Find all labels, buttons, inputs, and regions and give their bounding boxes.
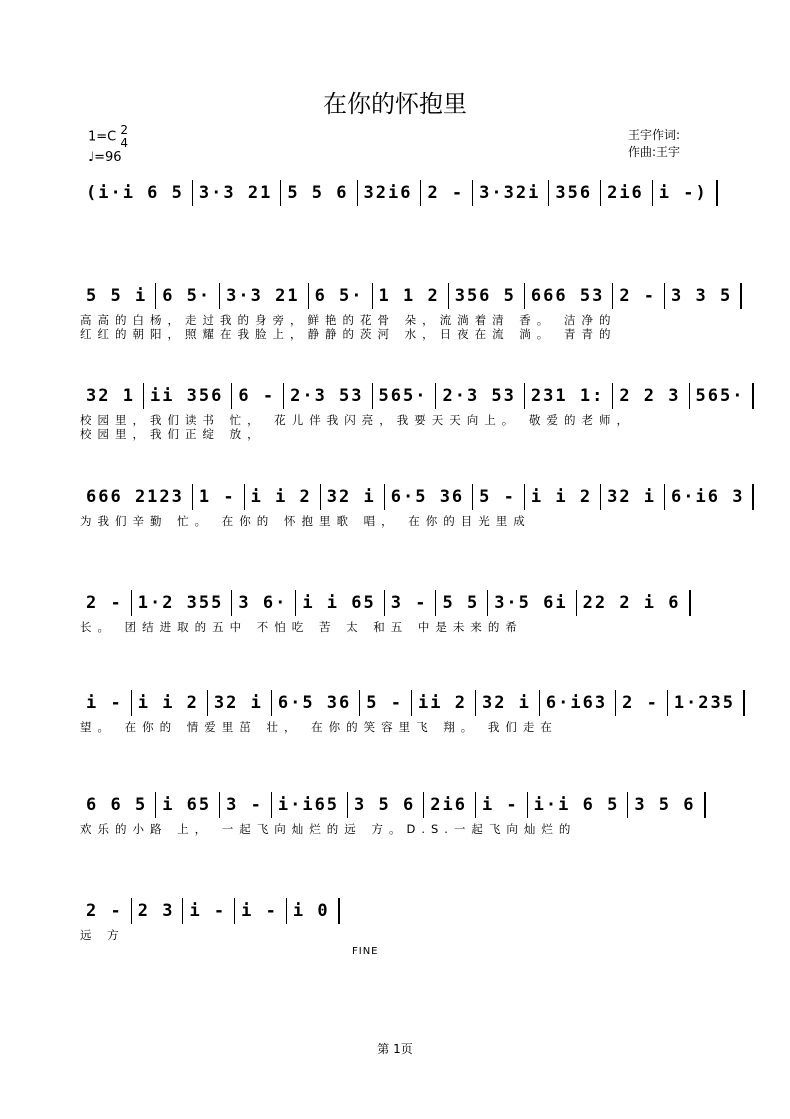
measure: i - [183, 898, 235, 924]
measure: 2 - [421, 180, 473, 206]
lyric-line: 校园里，我们读书 忙， 花儿伴我闪亮，我要天天向上。 敬爱的老师， [80, 413, 634, 427]
measure: i 65 [156, 792, 220, 818]
measure: 22 2 i 6 [577, 590, 691, 616]
measure: 565· [690, 383, 755, 409]
measure: 3 - [220, 792, 272, 818]
measure: i·i 6 5 [528, 792, 629, 818]
score-system [80, 180, 720, 210]
measure: 3·3 21 [220, 283, 308, 309]
notation-line [80, 690, 735, 720]
measure: 356 5 [449, 283, 525, 309]
lyric-line: 望。 在你的 情爱里茁 壮， 在你的笑容里飞 翔。 我们走在 [80, 720, 558, 734]
measure: 6·i6 3 [665, 484, 754, 510]
measure: 565· [373, 383, 437, 409]
composer: 作曲:王宇 [628, 145, 681, 159]
measure: 2 2 3 [613, 383, 689, 409]
lyricist: 王宇作词: [628, 128, 681, 142]
tempo-marking: ♩=96 [88, 150, 122, 165]
notation-line [80, 283, 733, 313]
score-meta [88, 124, 128, 166]
measure: i -) [653, 180, 718, 206]
time-bottom: 4 [120, 136, 129, 150]
measure: 2i6 [601, 180, 653, 206]
measure: 1 1 2 [373, 283, 449, 309]
measure: i 0 [287, 898, 340, 924]
measure: 3 6· [232, 590, 296, 616]
lyric-line: 欢乐的小路 上， 一起飞向灿烂的远 方。D.S.一起飞向灿烂的 [80, 822, 577, 836]
measure: 2 - [616, 690, 668, 716]
measure: i i 2 [245, 484, 321, 510]
lyric-line: 远 方 [80, 928, 125, 942]
page-number: 第 1页 [377, 1042, 413, 1056]
time-top: 2 [120, 123, 129, 137]
lyric-line: 为我们辛勤 忙。 在你的 怀抱里歌 唱， 在你的目光里成 [80, 514, 531, 528]
measure: 5 - [360, 690, 412, 716]
lyric-line: 高高的白杨，走过我的身旁，鲜艳的花骨 朵，流淌着清 香。 洁净的 [80, 313, 617, 327]
measure: i - [235, 898, 287, 924]
measure: i i 2 [525, 484, 601, 510]
measure: 3 - [385, 590, 437, 616]
score-system [80, 690, 735, 734]
measure: i i 65 [296, 590, 384, 616]
score-system [80, 283, 733, 341]
measure: 6·5 36 [272, 690, 360, 716]
lyric-line: 校园里，我们正绽 放， [80, 427, 265, 441]
notation-line [80, 383, 745, 413]
lyric-line: 红红的朝阳，照耀在我脸上，静静的茨河 水，日夜在流 淌。 青青的 [80, 327, 617, 341]
measure: 1 - [193, 484, 245, 510]
measure: i - [80, 690, 132, 716]
measure: 6 6 5 [80, 792, 156, 818]
measure: 231 1: [525, 383, 613, 409]
measure: 32 i [321, 484, 385, 510]
fine-marking: FINE [352, 946, 379, 957]
measure: i·i65 [272, 792, 348, 818]
measure: 5 5 [436, 590, 488, 616]
score-system [80, 590, 720, 634]
measure: 2 - [80, 898, 132, 924]
measure: i - [476, 792, 528, 818]
measure: 32 1 [80, 383, 144, 409]
measure: 1·235 [668, 690, 745, 716]
measure: 666 2123 [80, 484, 193, 510]
notation-line [80, 484, 745, 514]
measure: 6·i63 [540, 690, 616, 716]
measure: 32 i [476, 690, 540, 716]
measure: 6·5 36 [385, 484, 473, 510]
measure: 5 5 6 [281, 180, 357, 206]
measure: 2 - [613, 283, 665, 309]
lyric-line: 长。 团结进取的五中 不怕吃 苦 太 和五 中是未来的希 [80, 620, 523, 634]
notation-line [80, 180, 720, 210]
measure: 6 5· [156, 283, 220, 309]
credits [628, 127, 680, 161]
measure: 2·3 53 [284, 383, 372, 409]
key-signature: 1=C [88, 129, 117, 145]
measure: 3 5 6 [628, 792, 705, 818]
measure: 32 i [208, 690, 272, 716]
score-system [80, 792, 720, 836]
measure: 5 - [473, 484, 525, 510]
measure: ii 2 [412, 690, 476, 716]
measure: 356 [549, 180, 601, 206]
page-title: 在你的怀抱里 [323, 90, 467, 118]
measure: 666 53 [525, 283, 613, 309]
measure: 2 3 [132, 898, 184, 924]
measure: i i 2 [132, 690, 208, 716]
measure: 6 - [232, 383, 284, 409]
measure: (i·i 6 5 [80, 180, 193, 206]
measure: 1·2 355 [132, 590, 233, 616]
measure: 2i6 [424, 792, 476, 818]
score-system [80, 383, 745, 441]
notation-line [80, 590, 720, 620]
score-system [80, 898, 720, 957]
notation-line [80, 792, 720, 822]
measure: ii 356 [144, 383, 232, 409]
measure: 2 - [80, 590, 132, 616]
measure: 3 3 5 [665, 283, 742, 309]
measure: 6 5· [309, 283, 373, 309]
measure: 3·32i [473, 180, 549, 206]
measure: 3·3 21 [193, 180, 281, 206]
measure: 3·5 6i [488, 590, 576, 616]
measure: 2·3 53 [436, 383, 524, 409]
score-system [80, 484, 745, 528]
measure: 32 i [601, 484, 665, 510]
time-signature [120, 124, 128, 150]
measure: 32i6 [358, 180, 422, 206]
measure: 3 5 6 [348, 792, 424, 818]
measure: 5 5 i [80, 283, 156, 309]
notation-line [80, 898, 720, 928]
